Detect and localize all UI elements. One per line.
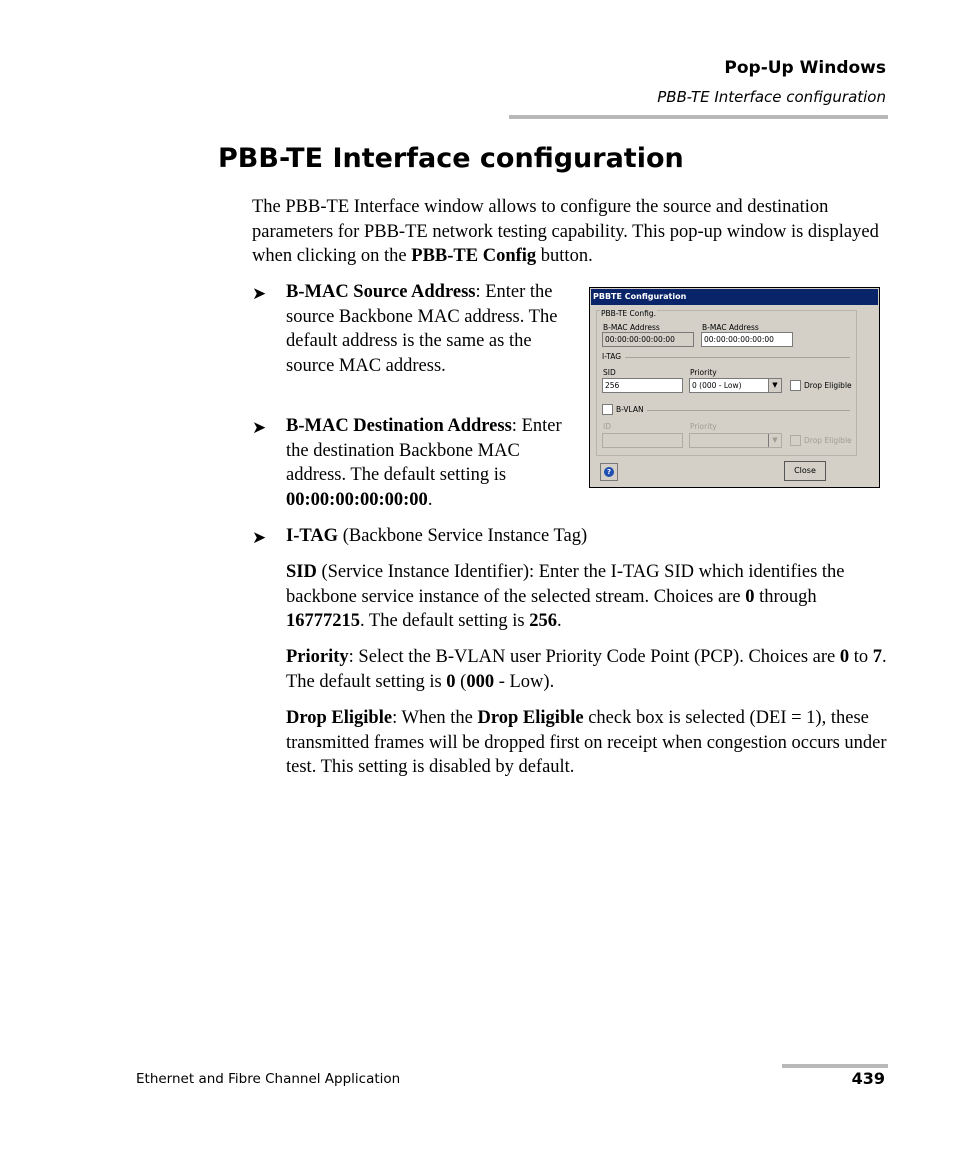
- bvlan-drop-eligible-label: Drop Eligible: [804, 436, 852, 445]
- footer-document-title: Ethernet and Fibre Channel Application: [136, 1071, 401, 1087]
- dropdown-arrow-icon[interactable]: ▼: [768, 379, 781, 392]
- bullet-term: B-MAC Destination Address: [286, 416, 512, 436]
- value: 7: [872, 647, 883, 667]
- bvlan-id-input[interactable]: [602, 433, 683, 448]
- text: through: [754, 586, 817, 607]
- running-header-section: Pop-Up Windows: [724, 58, 886, 78]
- help-icon: ?: [604, 467, 614, 477]
- term: Priority: [286, 647, 349, 667]
- bullet-text: Enter the source Backbone MAC address. The default address is the same as the source MAC address.: [286, 282, 558, 376]
- text: : Select the B-VLAN user Priority Code Point (PCP). Choices are: [348, 647, 840, 667]
- intro-button-name: PBB-TE Config: [411, 246, 537, 266]
- value: 0: [745, 586, 755, 607]
- bullet-text: Enter the destination Backbone MAC address. The default setting is: [286, 416, 562, 485]
- bullet-bmac-destination: [286, 414, 576, 512]
- bvlan-label: B-VLAN: [616, 405, 644, 414]
- text: . The default setting is: [286, 647, 887, 692]
- bullet-separator: :: [511, 416, 522, 436]
- drop-eligible-paragraph: [286, 706, 891, 780]
- page-title: PBB-TE Interface configuration: [218, 143, 684, 174]
- footer-rule: [782, 1064, 888, 1068]
- term: Drop Eligible: [286, 708, 393, 728]
- page-number: 439: [851, 1069, 885, 1088]
- pbbte-configuration-dialog: [589, 287, 880, 488]
- bmac-destination-field[interactable]: 00:00:00:00:00:00: [701, 332, 793, 347]
- text: . The default setting is: [360, 611, 530, 631]
- value: Drop Eligible: [477, 708, 584, 728]
- priority-value: 0 (000 - Low): [692, 381, 742, 390]
- priority-select[interactable]: [689, 378, 782, 393]
- sid-input[interactable]: 256: [602, 378, 683, 393]
- group-title: PBB-TE Config.: [601, 309, 656, 318]
- priority-label: Priority: [690, 368, 717, 377]
- value: 0: [839, 647, 850, 667]
- bullet-bmac-source: [286, 280, 566, 378]
- bvlan-drop-eligible-checkbox[interactable]: [790, 435, 801, 446]
- dialog-title: PBBTE Configuration: [591, 289, 878, 305]
- bvlan-priority-select[interactable]: [689, 433, 782, 448]
- text: : When the: [392, 708, 478, 728]
- help-button[interactable]: [600, 463, 618, 481]
- bvlan-checkbox[interactable]: [602, 404, 613, 415]
- intro-text: The PBB-TE Interface window allows to configure the source and destination parameters for PBB-TE network testing capability. This pop-up window is displayed when clicking on the: [252, 197, 879, 266]
- bullet-separator: :: [475, 282, 486, 302]
- bullet-arrow-icon: ➤: [252, 284, 267, 304]
- dropdown-arrow-icon[interactable]: ▼: [768, 434, 781, 447]
- text: check box is selected (DEI = 1), these transmitted frames will be dropped first on receipt when congestion occurs under test. This setting is disabled by default.: [286, 708, 887, 777]
- bvlan-priority-label: Priority: [690, 422, 717, 431]
- term: SID: [286, 562, 317, 582]
- text: .: [556, 611, 562, 631]
- bullet-term: I-TAG: [286, 526, 339, 546]
- bullet-itag: [286, 524, 886, 549]
- priority-paragraph: [286, 645, 891, 694]
- drop-eligible-label: Drop Eligible: [804, 381, 852, 390]
- bvlan-separator: [647, 410, 850, 411]
- itag-separator: [625, 357, 850, 358]
- bullet-arrow-icon: ➤: [252, 418, 267, 438]
- intro-tail: button.: [536, 246, 593, 266]
- text: - Low).: [494, 671, 555, 692]
- intro-paragraph: [252, 195, 892, 269]
- bmac-source-label: B-MAC Address: [603, 323, 660, 332]
- bmac-source-field[interactable]: 00:00:00:00:00:00: [602, 332, 694, 347]
- bmac-destination-label: B-MAC Address: [702, 323, 759, 332]
- running-header-topic: PBB-TE Interface configuration: [657, 88, 886, 106]
- pbbte-config-group: [596, 310, 857, 456]
- header-rule: [509, 115, 888, 119]
- text: (: [455, 671, 467, 692]
- close-button[interactable]: Close: [784, 461, 826, 481]
- bullet-text: (Backbone Service Instance Tag): [338, 526, 588, 546]
- sid-label: SID: [603, 368, 616, 377]
- bullet-value: 00:00:00:00:00:00: [286, 489, 428, 510]
- value: 0: [446, 671, 456, 692]
- text: (Service Instance Identifier): Enter the I-TAG SID which identifies the backbone service instance of the selected stream. Choices are: [286, 562, 845, 607]
- value: 16777215: [286, 611, 360, 631]
- itag-label: I-TAG: [602, 352, 622, 361]
- bvlan-id-label: ID: [603, 422, 611, 431]
- bullet-tail: .: [427, 489, 433, 510]
- text: to: [849, 647, 873, 667]
- value: 000: [466, 671, 495, 692]
- bullet-term: B-MAC Source Address: [286, 282, 476, 302]
- sid-paragraph: [286, 560, 891, 634]
- drop-eligible-checkbox[interactable]: [790, 380, 801, 391]
- bullet-arrow-icon: ➤: [252, 528, 267, 548]
- value: 256: [529, 611, 557, 631]
